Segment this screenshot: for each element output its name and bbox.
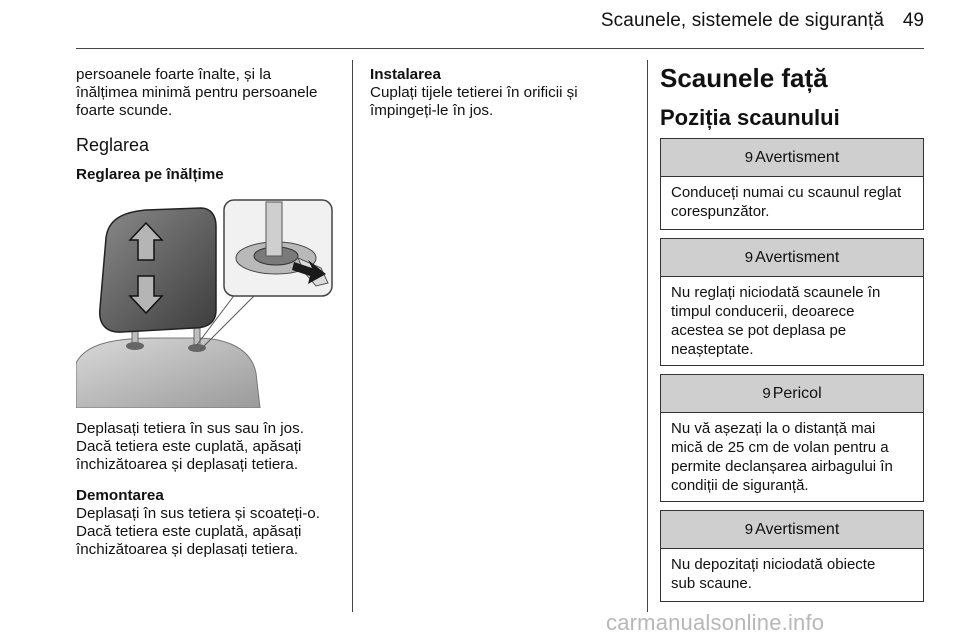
danger-box-header xyxy=(661,375,923,413)
column-divider-1 xyxy=(352,60,353,612)
danger-box-body xyxy=(661,413,923,501)
subsection-title: Poziția scaunului xyxy=(660,105,840,130)
danger-box xyxy=(660,374,924,502)
headrest-illustration xyxy=(76,198,334,408)
warning-line: neașteptate. xyxy=(671,341,754,358)
danger-box-title: Pericol xyxy=(772,384,822,402)
warning-line: sub scaune. xyxy=(671,575,752,592)
danger-line: Nu vă așezați la o distanță mai xyxy=(671,420,876,437)
warning-box-header xyxy=(661,239,923,277)
warning-line: acestea se pot deplasa pe xyxy=(671,322,847,339)
demontarea-line: Dacă tetiera este cuplată, apăsați xyxy=(76,523,302,540)
demontarea-line: Deplasați în sus tetiera și scoateți-o. xyxy=(76,505,320,522)
intro-line: foarte scunde. xyxy=(76,102,173,119)
warning-box-title: Avertisment xyxy=(755,520,840,538)
height-adjust-subheading: Reglarea pe înălțime xyxy=(76,166,224,183)
instalarea-line: Cuplați tijele tetierei în orificii și xyxy=(370,84,578,101)
warning-box-body xyxy=(661,277,923,365)
instalarea-text xyxy=(370,84,578,120)
reglarea-heading: Reglarea xyxy=(76,135,150,155)
watermark: carmanualsonline.info xyxy=(606,610,825,635)
warning-triangle-icon: 9 xyxy=(762,385,771,402)
warning-line: timpul conducerii, deoarece xyxy=(671,303,855,320)
section-title: Scaunele față xyxy=(660,63,828,93)
warning-box-body xyxy=(661,177,923,227)
warning-line: corespunzător. xyxy=(671,203,770,220)
warning-triangle-icon: 9 xyxy=(744,521,754,538)
instalarea-line: împingeți-le în jos. xyxy=(370,102,494,119)
warning-box-title: Avertisment xyxy=(755,248,840,266)
intro-line: persoanele foarte înalte, și la xyxy=(76,66,272,83)
running-header-title: Scaunele, sistemele de siguranță xyxy=(600,10,884,31)
demontarea-heading: Demontarea xyxy=(76,487,164,504)
danger-line: permite declanșarea airbagului în xyxy=(671,458,893,475)
danger-line: mică de 25 cm de volan pentru a xyxy=(671,439,889,456)
adjust-caption xyxy=(76,420,304,474)
warning-box-header xyxy=(661,511,923,549)
intro-line: înălțimea minimă pentru persoanele xyxy=(76,84,318,101)
warning-line: Nu reglați niciodată scaunele în xyxy=(671,284,881,301)
warning-box-1 xyxy=(660,138,924,230)
warning-box-title: Avertisment xyxy=(755,148,840,166)
warning-line: Nu depozitați niciodată obiecte xyxy=(671,556,876,573)
demontarea-text xyxy=(76,505,320,559)
caption-line: închizătoarea și deplasați tetiera. xyxy=(76,456,299,473)
warning-box-2 xyxy=(660,238,924,366)
instalarea-heading: Instalarea xyxy=(370,66,441,83)
caption-line: Deplasați tetiera în sus sau în jos. xyxy=(76,420,304,437)
warning-box-header xyxy=(661,139,923,177)
danger-line: condiții de siguranță. xyxy=(671,477,809,494)
demontarea-line: închizătoarea și deplasați tetiera. xyxy=(76,541,299,558)
intro-paragraph xyxy=(76,66,317,120)
warning-box-body xyxy=(661,549,923,599)
header-rule xyxy=(76,48,924,49)
column-divider-2 xyxy=(647,60,648,612)
warning-triangle-icon: 9 xyxy=(744,249,754,266)
warning-box-3 xyxy=(660,510,924,602)
headrest-illustration-svg xyxy=(76,198,334,408)
caption-line: Dacă tetiera este cuplată, apăsați xyxy=(76,438,302,455)
page-number: 49 xyxy=(902,10,924,31)
warning-triangle-icon: 9 xyxy=(744,149,754,166)
warning-line: Conduceți numai cu scaunul reglat xyxy=(671,184,902,201)
